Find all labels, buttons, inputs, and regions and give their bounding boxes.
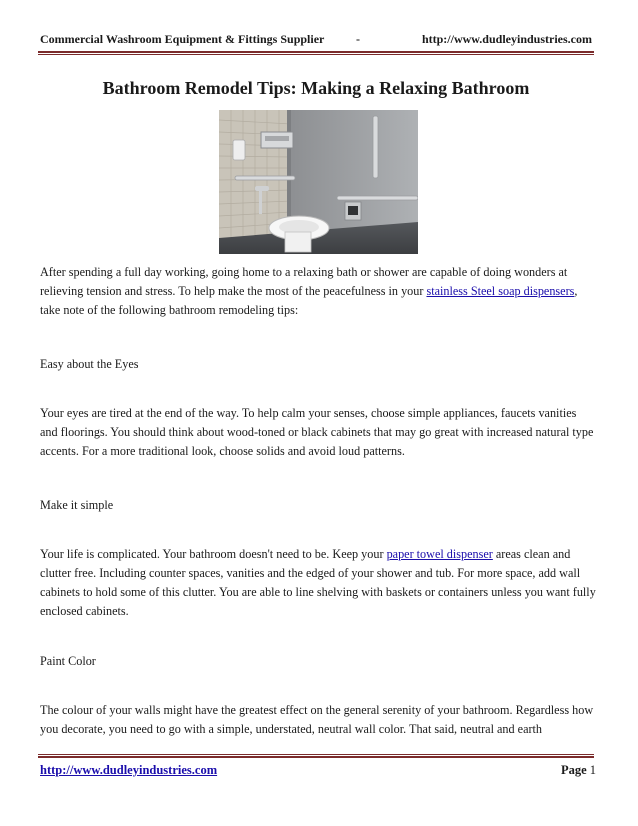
bathroom-photo — [219, 110, 418, 254]
section-text-paint: The colour of your walls might have the greatest effect on the general serenity of your bathroom. Regardless how you decorate, you need to go with a simple, understated, neutral wall color. That said, neutral and earth — [40, 703, 594, 736]
page-label: Page — [560, 763, 587, 777]
header-url: http://www.dudleyindustries.com — [421, 32, 592, 46]
paper-towel-dispenser-link[interactable]: paper towel dispenser — [386, 547, 493, 561]
intro-text-after: , take note of the following bathroom remodeling tips: — [40, 284, 578, 317]
simple-text-after: areas clean and clutter free. Including counter spaces, vanities and the edged of your shower and tub. For more space, add wall cabinets to hold some of this clutter. You are able to line shelving with baskets or containers unless you want fully enclosed cabinets. — [40, 547, 596, 618]
soap-dispensers-link[interactable]: stainless Steel soap dispensers — [426, 284, 575, 298]
simple-text-before: Your life is complicated. Your bathroom doesn't need to be. Keep your — [40, 547, 387, 561]
section-text-simple — [40, 545, 596, 621]
header-company: Commercial Washroom Equipment & Fittings Supplier — [40, 32, 325, 46]
page-header — [40, 32, 592, 48]
section-heading-simple: Make it simple — [40, 498, 114, 512]
page-number-value: 1 — [589, 763, 596, 777]
header-separator: - — [356, 32, 360, 46]
section-heading-eyes: Easy about the Eyes — [40, 357, 139, 371]
intro-text-before: After spending a full day working, going home to a relaxing bath or shower are capable of doing wonders at relieving tension and stress. To help make the most of the peacefulness in your — [40, 265, 568, 298]
intro-paragraph — [40, 263, 596, 320]
footer-rule — [38, 754, 594, 758]
section-text-eyes: Your eyes are tired at the end of the way. To help calm your senses, choose simple appliances, faucets vanities and floorings. You should think about wood-toned or black cabinets that may go great with increased natural type accents. For a more traditional look, choose solids and avoid loud patterns. — [40, 406, 594, 458]
page-title: Bathroom Remodel Tips: Making a Relaxing Bathroom — [102, 78, 530, 98]
section-heading-paint: Paint Color — [40, 654, 96, 668]
header-rule — [38, 51, 594, 55]
footer-url-link[interactable]: http://www.dudleyindustries.com — [40, 763, 218, 777]
page-number — [561, 763, 596, 778]
